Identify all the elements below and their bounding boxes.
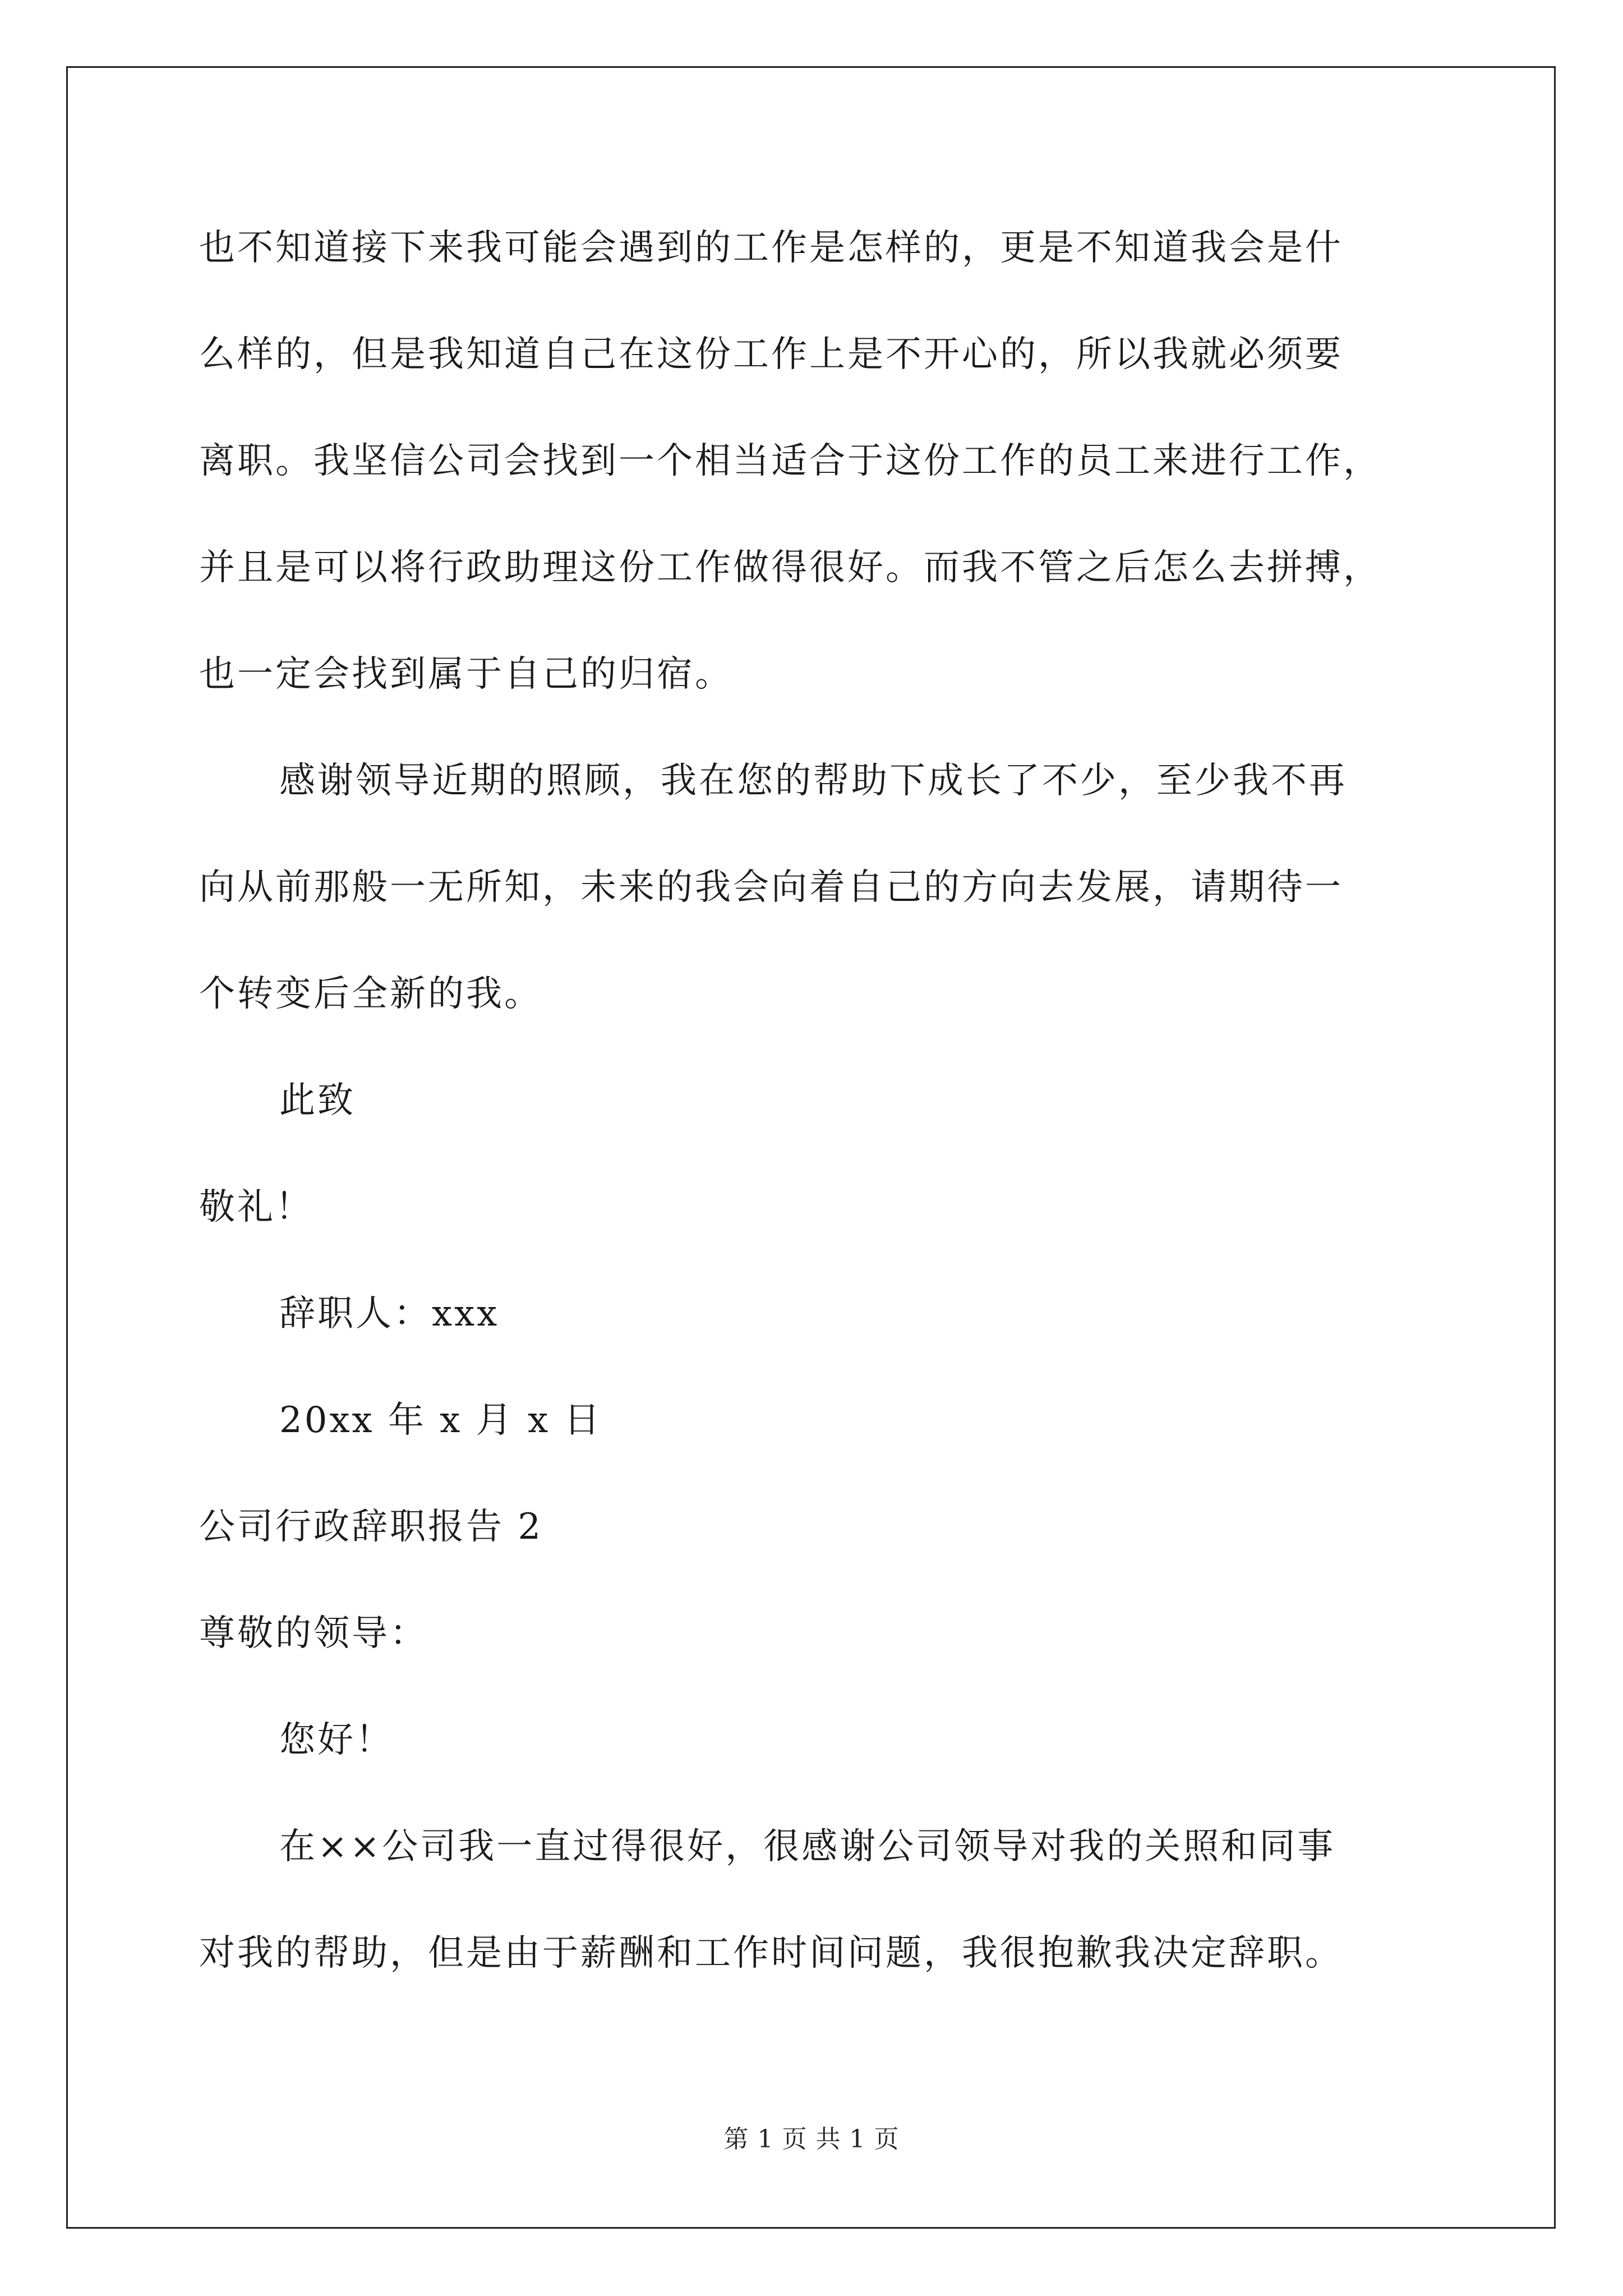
paragraph-line: 个转变后全新的我。 (199, 973, 542, 1015)
paragraph-line: 么样的，但是我知道自己在这份工作上是不开心的，所以我就必须要 (199, 334, 1343, 375)
section-heading: 公司行政辞职报告 2 (199, 1506, 543, 1548)
paragraph-line: 向从前那般一无所知，未来的我会向着自己的方向去发展，请期待一 (199, 867, 1343, 908)
paragraph-line: 对我的帮助，但是由于薪酬和工作时间问题，我很抱歉我决定辞职。 (199, 1932, 1343, 1974)
paragraph-line: 并且是可以将行政助理这份工作做得很好。而我不管之后怎么去拼搏， (199, 547, 1381, 588)
signature-line: 辞职人：xxx (279, 1293, 500, 1335)
letter-greeting: 尊敬的领导： (199, 1613, 428, 1654)
paragraph-line: 在××公司我一直过得很好，很感谢公司领导对我的关照和同事 (279, 1826, 1336, 1867)
page-footer: 第 1 页 共 1 页 (723, 2125, 900, 2154)
paragraph-line: 离职。我坚信公司会找到一个相当适合于这份工作的员工来进行工作， (199, 440, 1381, 482)
paragraph-line: 也一定会找到属于自己的归宿。 (199, 654, 733, 695)
letter-hello: 您好！ (279, 1719, 394, 1761)
page-border (66, 66, 1556, 2229)
closing-salutation: 此致 (279, 1080, 356, 1121)
paragraph-line: 也不知道接下来我可能会遇到的工作是怎样的，更是不知道我会是什 (199, 227, 1343, 269)
paragraph-line: 感谢领导近期的照顾，我在您的帮助下成长了不少，至少我不再 (279, 760, 1347, 802)
closing-regards: 敬礼！ (199, 1186, 313, 1228)
date-line: 20xx 年 x 月 x 日 (279, 1400, 602, 1441)
